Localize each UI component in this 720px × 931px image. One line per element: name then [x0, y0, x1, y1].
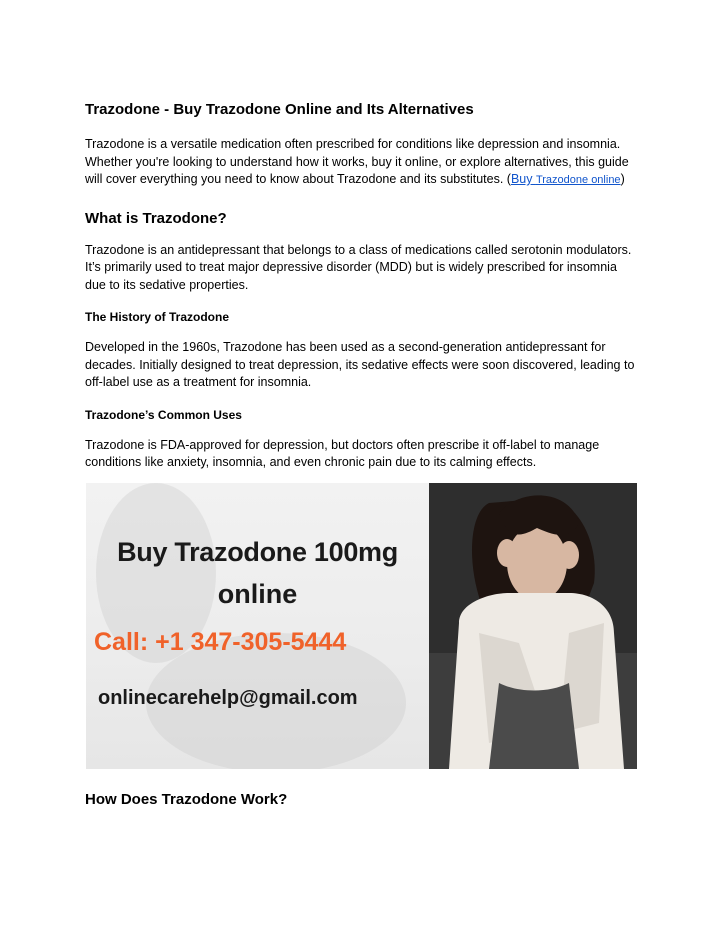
heading-how-it-works: How Does Trazodone Work?	[85, 791, 288, 808]
buy-online-link-part2: Trazodone online	[535, 174, 621, 186]
advertisement-image	[86, 483, 637, 769]
document-title: Trazodone - Buy Trazodone Online and Its Alternatives	[85, 101, 474, 118]
intro-text: Trazodone is a versatile medication often prescribed for conditions like depression and insomnia. Whether you're looking to understand how it works, buy it online, or explore alternatives, this guide will cover everything you need to know about Trazodone and its substitutes. (	[85, 137, 629, 186]
paragraph-what-is: Trazodone is an antidepressant that belongs to a class of medications called serotonin modulators. It’s primarily used to treat major depressive disorder (MDD) but is widely prescribed for insomnia due to its sedative properties.	[85, 242, 632, 292]
ad-photo-panel	[429, 483, 637, 769]
ad-phone-number: Call: +1 347-305-5444	[94, 628, 347, 656]
intro-close: )	[620, 172, 625, 186]
buy-online-link-part1: Buy	[510, 172, 536, 186]
paragraph-history: Developed in the 1960s, Trazodone has been used as a second-generation antidepressant for decades. Initially designed to treat depression, its sedative effects were soon discovered, leading to off-label use as a treatment for insomnia.	[85, 340, 635, 389]
heading-history: The History of Trazodone	[85, 310, 230, 324]
ad-text-panel	[86, 483, 429, 769]
heading-what-is: What is Trazodone?	[85, 209, 227, 227]
distressed-woman-photo	[429, 483, 637, 769]
buy-online-link[interactable]	[511, 172, 621, 186]
ad-headline-line2: online	[217, 579, 298, 609]
paragraph-common-uses: Trazodone is FDA-approved for depression, but doctors often prescribe it off-label to manage conditions like anxiety, insomnia, and even chronic pain due to its calming effects.	[85, 437, 600, 469]
intro-paragraph	[85, 136, 640, 190]
ad-headline-line1: Buy Trazodone 100mg	[117, 537, 398, 567]
document-body	[85, 100, 640, 472]
ad-email: onlinecarehelp@gmail.com	[98, 687, 358, 709]
heading-common-uses: Trazodone’s Common Uses	[85, 407, 242, 422]
